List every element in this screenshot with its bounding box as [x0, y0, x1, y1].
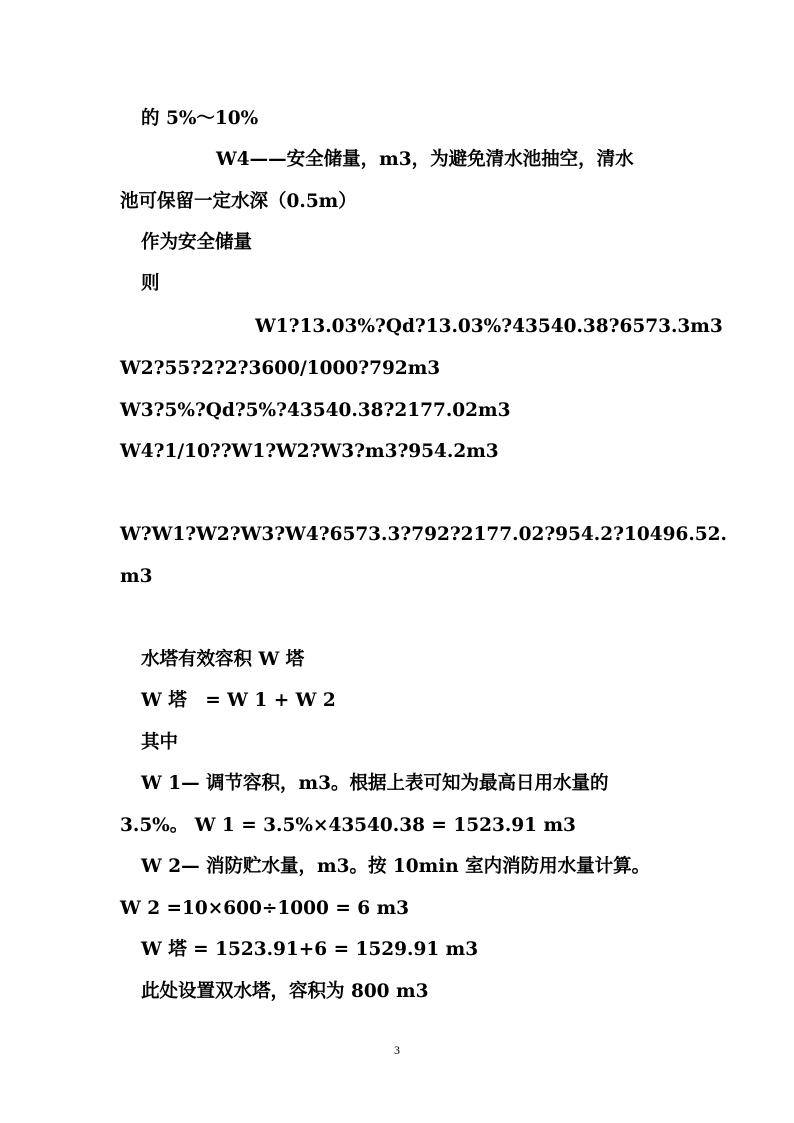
- text-line-where: 其中: [141, 732, 179, 753]
- text-line-2: W4——安全储量，m3，为避免清水池抽空，清水: [216, 149, 634, 170]
- w-tower-result: W 塔 = 1523.91+6 = 1529.91 m3: [141, 939, 479, 960]
- text-line-5: 则: [141, 273, 160, 294]
- w1-definition: W 1— 调节容积，m3。根据上表可知为最高日用水量的: [141, 773, 609, 794]
- formula-w4: W4?1/10??W1?W2?W3?m3?954.2m3: [120, 441, 499, 462]
- w2-calculation: W 2 =10×600÷1000 = 6 m3: [120, 898, 410, 919]
- text-line-1: 的 5%～10%: [141, 108, 259, 129]
- w2-definition: W 2— 消防贮水量，m3。按 10min 室内消防用水量计算。: [141, 856, 651, 877]
- text-line-conclusion: 此处设置双水塔，容积为 800 m3: [141, 981, 429, 1002]
- formula-w-total-unit: m3: [120, 566, 153, 587]
- page-number: 3: [394, 1043, 400, 1057]
- water-tower-formula: W 塔 = W 1 + W 2: [141, 690, 336, 711]
- text-line-3: 池可保留一定水深（0.5m）: [120, 191, 357, 212]
- formula-w1: W1?13.03%?Qd?13.03%?43540.38?6573.3m3: [255, 316, 723, 337]
- formula-w3: W3?5%?Qd?5%?43540.38?2177.02m3: [120, 400, 511, 421]
- text-line-4: 作为安全储量: [141, 232, 253, 253]
- water-tower-heading: 水塔有效容积 W 塔: [141, 649, 305, 670]
- formula-w2: W2?55?2?2?3600/1000?792m3: [120, 358, 441, 379]
- w1-calculation: 3.5%。 W 1 = 3.5%×43540.38 = 1523.91 m3: [120, 815, 576, 836]
- formula-w-total: W?W1?W2?W3?W4?6573.3?792?2177.02?954.2?10496.52.: [120, 524, 727, 545]
